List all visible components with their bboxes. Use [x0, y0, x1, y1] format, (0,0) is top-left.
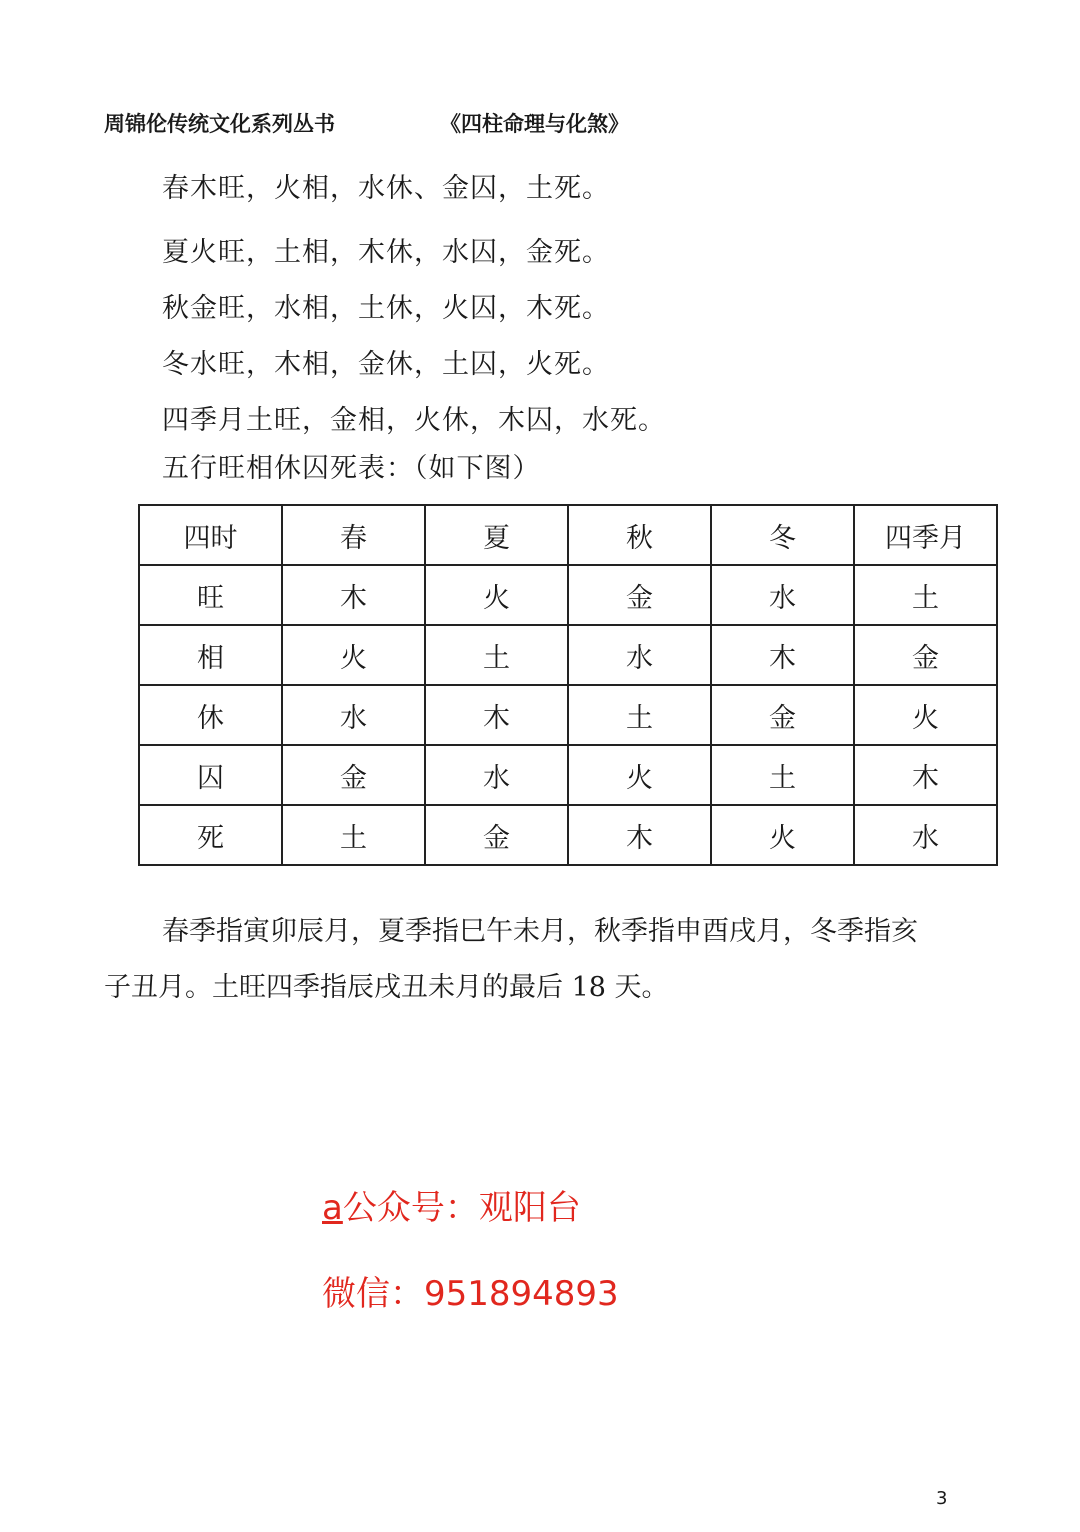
- table-header-cell: 夏: [425, 505, 568, 565]
- table-cell: 金: [711, 685, 854, 745]
- table-cell: 休: [139, 685, 282, 745]
- seasons-paragraph: [104, 904, 964, 1016]
- table-cell: 火: [425, 565, 568, 625]
- book-title: 《四柱命理与化煞》: [440, 112, 629, 136]
- wechat-watermark: 微信：951894893: [322, 1274, 619, 1314]
- table-header-cell: 冬: [711, 505, 854, 565]
- table-cell: 水: [711, 565, 854, 625]
- table-cell: 火: [282, 625, 425, 685]
- table-cell: 金: [425, 805, 568, 865]
- table-row: [139, 805, 997, 865]
- watermark-prefix: a: [322, 1188, 343, 1228]
- table-cell: 土: [425, 625, 568, 685]
- text-line: 秋金旺，水相，土休，火囚，木死。: [162, 293, 610, 324]
- table-row: [139, 565, 997, 625]
- table-row: [139, 625, 997, 685]
- table-cell: 木: [568, 805, 711, 865]
- five-elements-table: [138, 504, 998, 866]
- text-line: 春木旺，火相，水休、金囚，土死。: [162, 173, 610, 204]
- table-cell: 火: [711, 805, 854, 865]
- table-header-cell: 春: [282, 505, 425, 565]
- table-row: [139, 685, 997, 745]
- table-cell: 土: [568, 685, 711, 745]
- table-header-cell: 秋: [568, 505, 711, 565]
- paragraph-line: 春季指寅卯辰月，夏季指巳午未月，秋季指申酉戌月，冬季指亥: [162, 916, 918, 947]
- table-cell: 火: [568, 745, 711, 805]
- series-title: 周锦伦传统文化系列丛书: [104, 112, 335, 136]
- table-cell: 旺: [139, 565, 282, 625]
- table-cell: 木: [425, 685, 568, 745]
- table-cell: 木: [854, 745, 997, 805]
- table-cell: 水: [854, 805, 997, 865]
- public-account-watermark: [322, 1180, 581, 1229]
- table-cell: 金: [568, 565, 711, 625]
- table-cell: 土: [711, 745, 854, 805]
- paragraph-line: 子丑月。土旺四季指辰戌丑未月的最后 18 天。: [104, 972, 669, 1003]
- table-header-row: [139, 505, 997, 565]
- table-cell: 水: [282, 685, 425, 745]
- table-cell: 囚: [139, 745, 282, 805]
- table-caption: 五行旺相休囚死表：（如下图）: [162, 453, 541, 484]
- table-cell: 水: [568, 625, 711, 685]
- table-cell: 木: [711, 625, 854, 685]
- table-cell: 金: [282, 745, 425, 805]
- public-account-text: 公众号：观阳台: [342, 1188, 581, 1228]
- table-cell: 木: [282, 565, 425, 625]
- table-header-cell: 四季月: [854, 505, 997, 565]
- table-cell: 火: [854, 685, 997, 745]
- table-cell: 相: [139, 625, 282, 685]
- table-cell: 死: [139, 805, 282, 865]
- table-cell: 土: [282, 805, 425, 865]
- table-cell: 金: [854, 625, 997, 685]
- text-line: 冬水旺，木相，金休，土囚，火死。: [162, 349, 610, 380]
- table-row: [139, 745, 997, 805]
- text-line: 夏火旺，土相，木休，水囚，金死。: [162, 237, 610, 268]
- table-header-cell: 四时: [139, 505, 282, 565]
- page-number: 3: [936, 1488, 948, 1509]
- table-cell: 土: [854, 565, 997, 625]
- table-cell: 水: [425, 745, 568, 805]
- text-line: 四季月土旺，金相，火休，木囚，水死。: [162, 405, 666, 436]
